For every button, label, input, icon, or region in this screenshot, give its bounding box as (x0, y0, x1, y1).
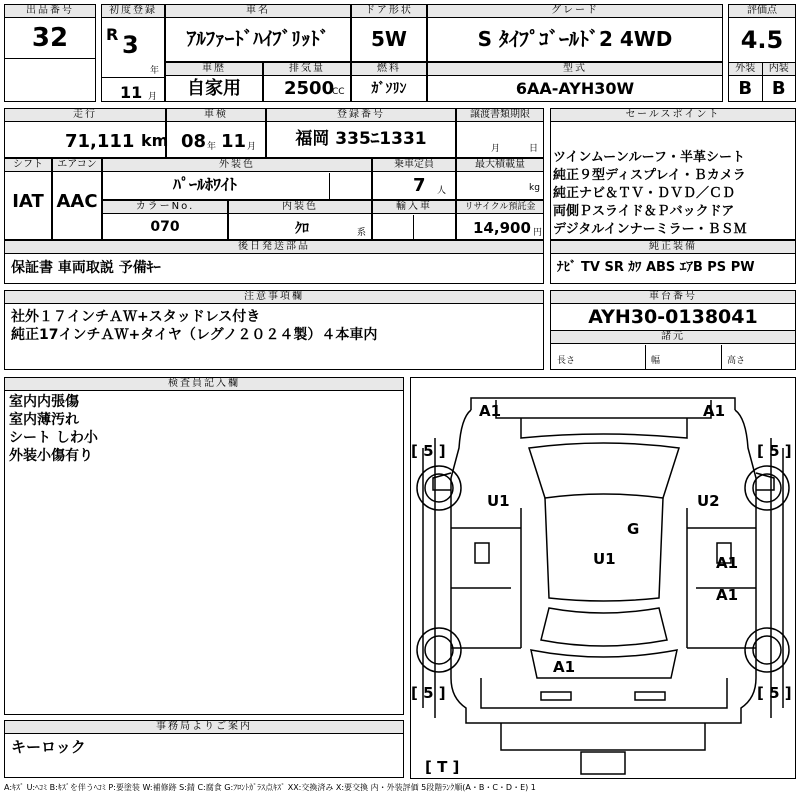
displacement-label: 排気量 (264, 63, 350, 76)
fuel-value: ｶﾞｿﾘﾝ (371, 81, 407, 97)
equipment-item: ABS (645, 260, 676, 275)
era-mark: R (106, 25, 119, 44)
parts-value: 保証書 車両取説 予備ｷｰ (11, 260, 161, 276)
sales-point-item: 純正ナビ＆ＴＶ・ＤＶＤ／ＣＤ (553, 186, 736, 201)
score-value: 4.5 (729, 18, 795, 63)
transfer-day: 日 (529, 144, 539, 154)
recycle-value: 14,900 (473, 219, 531, 237)
inspector-line: 外装小傷有り (9, 448, 93, 464)
ac-value: AAC (56, 191, 98, 212)
inspection-year-suffix: 年 (207, 142, 217, 152)
office-value: キーロック (11, 738, 86, 756)
exterior-grade: B (729, 76, 763, 102)
mark-u1-roof: U1 (593, 550, 616, 568)
equipment-box (550, 240, 796, 284)
inspector-box (4, 377, 404, 715)
color-box (102, 158, 372, 200)
color-label: 外装色 (103, 159, 371, 172)
specs-label: 諸元 (551, 331, 795, 344)
mark-tire-fr: [ 5 ] (757, 442, 792, 460)
sales-point-item: 両側Ｐスライド＆Ｐバックドア (553, 204, 735, 219)
parts-label: 後日発送部品 (5, 241, 543, 254)
equipment-item: ｴｱB (679, 260, 703, 275)
equipment-item: SR (604, 260, 624, 275)
door-box (351, 4, 427, 62)
model-box (427, 62, 723, 102)
month-suffix: 月 (148, 92, 158, 102)
reg-year: 3 (122, 31, 139, 59)
door-label: ドア形状 (352, 5, 426, 18)
interior-color-value: ｸﾛ (295, 221, 309, 237)
notes-box (4, 290, 544, 370)
fuel-label: 燃料 (352, 63, 426, 76)
model-label: 型式 (428, 63, 722, 76)
inspector-label: 検査員記入欄 (5, 378, 403, 391)
mark-a1-front-left: A1 (479, 402, 502, 420)
door-type: 5W (371, 27, 407, 51)
km-unit: km (141, 131, 169, 150)
inspection-month: 11 (221, 131, 247, 152)
grade: S ﾀｲﾌﾟｺﾞｰﾙﾄﾞ2 4WD (477, 27, 673, 51)
parts-box (4, 240, 544, 284)
history-value: 自家用 (187, 78, 241, 99)
capacity-value: 7 (413, 175, 426, 196)
office-label: 事務局よりご案内 (5, 721, 403, 734)
mark-a1-rear: A1 (553, 658, 576, 676)
mileage-box (4, 108, 169, 158)
load-box (456, 158, 544, 200)
notes-label: 注意事項欄 (5, 291, 543, 304)
yen-unit: 円 (533, 228, 543, 238)
sales-points-label: セールスポイント (551, 109, 795, 122)
first-registration-box (101, 4, 165, 102)
mark-spare: [ T ] (425, 758, 460, 776)
person-unit: 人 (437, 186, 447, 196)
inspector-line: 室内内張傷 (9, 394, 79, 410)
history-label: 車歴 (166, 63, 262, 76)
ac-box (52, 158, 102, 240)
sales-point-item: 純正９型ディスプレイ・Ｂカメラ (553, 168, 746, 183)
mark-u2-side: U2 (697, 492, 720, 510)
car-name-box (165, 4, 351, 62)
kei-unit: 系 (357, 228, 367, 238)
import-label: 輸入車 (373, 201, 455, 214)
color-no-label: カラーNo. (103, 201, 227, 214)
score-box (728, 4, 796, 102)
mark-a1-right-2: A1 (716, 586, 739, 604)
plate-box (266, 108, 456, 158)
interior-label: 内装 (763, 63, 796, 76)
inspector-line: 室内薄汚れ (9, 412, 79, 428)
notes-line: 社外１７インチＡＷ+スタッドレス付き (11, 309, 261, 325)
grade-box (427, 4, 723, 62)
chassis-label: 車台番号 (551, 291, 795, 304)
year-suffix: 年 (150, 66, 160, 76)
notes-line: 純正17インチＡＷ+タイヤ（レグノ２０２４製）４本車内 (11, 327, 378, 343)
interior-color-label: 内装色 (229, 201, 371, 214)
height-label: 高さ (727, 356, 746, 366)
chassis-number: AYH30-0138041 (551, 304, 795, 331)
mark-a1-front-right: A1 (703, 402, 726, 420)
recycle-label: リサイクル預託金 (457, 201, 543, 214)
fuel-box (351, 62, 427, 102)
load-label: 最大積載量 (457, 159, 543, 172)
mileage-label: 走行 (5, 109, 165, 122)
lot-label: 出品番号 (5, 5, 95, 18)
inspector-line: シート しわ小 (9, 430, 98, 446)
equipment-label: 純正装備 (551, 241, 795, 254)
first-reg-label: 初度登録 (102, 5, 164, 18)
inspection-month-suffix: 月 (247, 142, 257, 152)
equipment-item: TV (581, 260, 600, 275)
legend: A:ｷｽﾞ U:ﾍｺﾐ B:ｷｽﾞを伴うﾍｺﾐ P:要塗装 W:補修跡 S:錆 C:腐食 G:ﾌﾛﾝﾄｶﾞﾗｽ点ｷｽﾞ XX:交換済み X:要交換 内・外装評価 5段階ﾗﾝｸ順(A・B・C・D・E) 1 (4, 783, 536, 792)
car-diagram (411, 378, 795, 778)
lot-number: 32 (5, 18, 95, 59)
shift-box (4, 158, 52, 240)
mark-tire-rr: [ 5 ] (757, 684, 792, 702)
mileage-value: 71,111 (65, 131, 135, 152)
mark-u1-side: U1 (487, 492, 510, 510)
width-label: 幅 (651, 356, 661, 366)
sales-point-item: デジタルインナーミラー・ＢＳＭ (553, 222, 747, 237)
inspection-year: 08 (181, 131, 207, 152)
ac-label: エアコン (53, 159, 101, 172)
car-name-label: 車名 (166, 5, 350, 18)
score-label: 評価点 (729, 5, 795, 18)
mark-g: G (627, 520, 640, 538)
transfer-month: 月 (491, 144, 501, 154)
grade-label: グレード (428, 5, 722, 18)
equipment-item: PW (730, 260, 755, 275)
transfer-box (456, 108, 544, 158)
history-box (165, 62, 263, 102)
lot-box (4, 4, 96, 102)
equipment-list (551, 254, 795, 282)
shift-label: シフト (5, 159, 51, 172)
model-code: 6AA-AYH30W (515, 79, 635, 98)
recycle-box (456, 200, 544, 240)
mark-tire-fl: [ 5 ] (411, 442, 446, 460)
color-no-box (102, 200, 228, 240)
interior-grade: B (771, 78, 786, 99)
equipment-item: PS (707, 260, 727, 275)
reg-month: 11 (120, 83, 143, 102)
mark-tire-rl: [ 5 ] (411, 684, 446, 702)
sales-points-box (550, 108, 796, 240)
color-value: ﾊﾟｰﾙﾎﾜｲﾄ (173, 175, 238, 194)
office-box (4, 720, 404, 778)
capacity-label: 乗車定員 (373, 159, 455, 172)
kg-unit: kg (529, 183, 540, 193)
inspection-box (166, 108, 266, 158)
car-name: ｱﾙﾌｧｰﾄﾞﾊｲﾌﾞﾘｯﾄﾞ (186, 28, 330, 50)
color-no-value: 070 (150, 219, 180, 235)
plate-label: 登録番号 (267, 109, 455, 122)
transfer-label: 譲渡書類期限 (457, 109, 543, 122)
car-diagram-box (410, 377, 796, 779)
sales-point-item: ツインムーンルーフ・半革シート (553, 150, 745, 165)
displacement-box (263, 62, 351, 102)
capacity-box (372, 158, 456, 200)
length-label: 長さ (557, 356, 576, 366)
import-box (372, 200, 456, 240)
inspection-label: 車検 (167, 109, 265, 122)
shift-value: IAT (12, 191, 44, 212)
chassis-box (550, 290, 796, 370)
equipment-item: ｶﾜ (628, 260, 642, 275)
interior-color-box (228, 200, 372, 240)
exterior-label: 外装 (729, 63, 763, 76)
equipment-item: ﾅﾋﾞ (557, 260, 577, 275)
plate-number: 福岡 335ﾆ1331 (295, 129, 427, 149)
cc-unit: CC (332, 87, 345, 97)
mark-a1-right-1: A1 (716, 554, 739, 572)
displacement-value: 2500 (284, 78, 335, 99)
